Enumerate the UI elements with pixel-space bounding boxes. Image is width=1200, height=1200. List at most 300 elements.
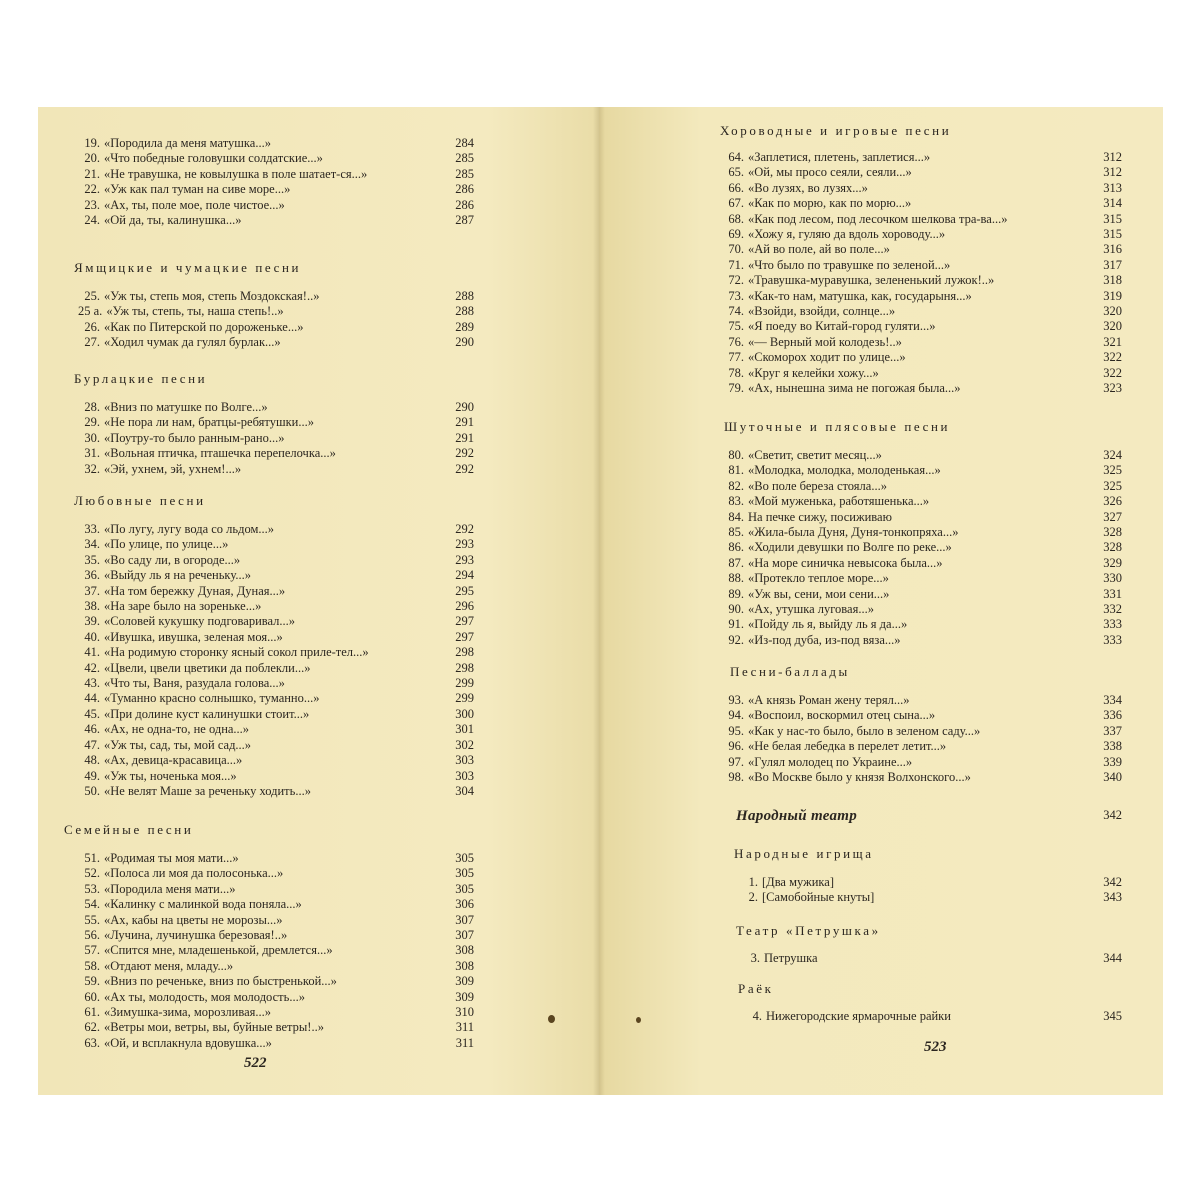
entry-page: 305 — [455, 851, 474, 865]
toc-entry — [78, 415, 478, 430]
entry-title: «Ходил чумак да гулял бурлак...» — [104, 335, 281, 350]
section-title: Народные игрища — [734, 846, 874, 861]
entry-number: 51. — [84, 851, 100, 865]
entry-page: 336 — [1103, 708, 1122, 723]
entry-number: 59. — [84, 974, 100, 989]
entry-number: 56. — [84, 928, 100, 943]
entry-number: 52. — [84, 866, 100, 881]
entry-title: «На море синичка невысока была...» — [748, 555, 943, 570]
entry-number: 58. — [84, 958, 100, 973]
entry-number: 64. — [728, 150, 744, 164]
toc-entries — [736, 875, 1126, 906]
entry-title: Петрушка — [764, 951, 818, 965]
entry-number: 1. — [748, 875, 758, 889]
entry-title: «Не пора ли нам, братцы-ребятушки...» — [104, 415, 314, 430]
toc-entry — [78, 198, 478, 213]
entry-page: 293 — [455, 537, 474, 552]
entry-number: 45. — [84, 706, 100, 721]
entry-title: «При долине куст калинушки стоит...» — [104, 706, 310, 721]
entry-page: 307 — [455, 912, 474, 927]
entry-title: «Цвели, цвели цветики да поблекли...» — [104, 660, 311, 675]
entry-title: «Ой, мы просо сеяли, сеяли...» — [748, 165, 912, 180]
toc-entry — [78, 866, 478, 881]
entry-page: 344 — [1103, 951, 1122, 965]
entry-number: 22. — [84, 182, 100, 197]
toc-entry — [722, 510, 1126, 525]
entry-page: 318 — [1103, 273, 1122, 288]
toc-entry — [78, 661, 478, 676]
toc-entries — [78, 522, 478, 799]
entry-page: 291 — [455, 415, 474, 430]
entry-page: 338 — [1103, 739, 1122, 754]
entry-title: «Что было по травушке по зеленой...» — [748, 257, 951, 272]
toc-entry — [78, 320, 478, 335]
toc-entry — [78, 784, 478, 799]
entry-page: 319 — [1103, 288, 1122, 303]
entry-number: 19. — [84, 136, 100, 150]
toc-entry — [78, 553, 478, 568]
entry-page: 327 — [1103, 509, 1122, 524]
toc-entry — [722, 602, 1126, 617]
toc-entry — [722, 708, 1126, 723]
entry-title: «Заплетися, плетень, заплетися...» — [748, 150, 931, 164]
entry-number: 85. — [728, 525, 744, 540]
toc-entry — [78, 213, 478, 228]
entry-title: «Пойду ль я, выйду ль я да...» — [748, 617, 908, 632]
entry-title: «Гулял молодец по Украине...» — [748, 754, 913, 769]
entry-page: 292 — [455, 461, 474, 476]
entry-page: 286 — [455, 197, 474, 212]
entry-page: 332 — [1103, 602, 1122, 617]
toc-section — [78, 136, 478, 228]
entry-title: «Не белая лебедка в перелет летит...» — [748, 739, 947, 754]
entry-title: «Уж ты, сад, ты, мой сад...» — [104, 737, 252, 752]
entry-title: «Ай во поле, ай во поле...» — [748, 242, 890, 257]
entry-number: 21. — [84, 166, 100, 181]
entry-title: На печке сижу, посиживаю — [748, 509, 892, 524]
entry-page: 290 — [455, 335, 474, 350]
entry-page: 320 — [1103, 319, 1122, 334]
entry-number: 75. — [728, 319, 744, 334]
toc-entry — [736, 875, 1126, 890]
entry-number: 67. — [728, 196, 744, 211]
entry-page: 326 — [1103, 494, 1122, 509]
toc-entry — [722, 633, 1126, 648]
entry-page: 292 — [455, 522, 474, 536]
toc-entry — [722, 212, 1126, 227]
toc-entry — [722, 739, 1126, 754]
entry-page: 311 — [455, 1020, 474, 1035]
entry-title: [Самобойные кнуты] — [762, 890, 875, 905]
entry-page: 302 — [455, 737, 474, 752]
entry-page: 296 — [455, 599, 474, 614]
entry-title: «Ах, девица-красавица...» — [104, 753, 243, 768]
section-title: Хороводные и игровые песни — [720, 123, 952, 138]
entry-number: 23. — [84, 197, 100, 212]
toc-entries — [78, 289, 478, 351]
entry-title: «По лугу, лугу вода со льдом...» — [104, 522, 275, 536]
toc-entry — [78, 691, 478, 706]
entry-page: 323 — [1103, 381, 1122, 396]
toc-entry — [78, 289, 478, 304]
toc-entry — [722, 525, 1126, 540]
entry-page: 337 — [1103, 723, 1122, 738]
entry-number: 84. — [728, 509, 744, 524]
entry-page: 315 — [1103, 211, 1122, 226]
toc-section — [722, 846, 1126, 906]
entry-title: «Ветры мои, ветры, вы, буйные ветры!..» — [104, 1020, 324, 1035]
toc-entry — [78, 599, 478, 614]
entry-number: 4. — [752, 1009, 762, 1023]
entry-title: «А князь Роман жену терял...» — [748, 693, 910, 707]
entry-title: «Воспоил, воскормил отец сына...» — [748, 708, 936, 723]
toc-entry — [78, 335, 478, 350]
entry-page: 312 — [1103, 150, 1122, 164]
entry-title: «Уж вы, сени, мои сени...» — [748, 586, 890, 601]
entry-page: 291 — [455, 430, 474, 445]
entry-page: 343 — [1103, 890, 1122, 905]
toc-entry — [78, 400, 478, 415]
entry-number: 47. — [84, 737, 100, 752]
entry-number: 25. — [84, 289, 100, 303]
entry-title: «Круг я келейки хожу...» — [748, 365, 879, 380]
entry-title: «Жила-была Дуня, Дуня-тонкопряха...» — [748, 525, 959, 540]
entry-number: 78. — [728, 365, 744, 380]
entry-page: 289 — [455, 319, 474, 334]
entry-title: «По улице, по улице...» — [104, 537, 229, 552]
entry-page: 288 — [455, 304, 474, 319]
toc-entry — [78, 990, 478, 1005]
entry-number: 68. — [728, 211, 744, 226]
toc-entry — [722, 479, 1126, 494]
entry-number: 34. — [84, 537, 100, 552]
entry-title: «Вольная птичка, пташечка перепелочка...» — [104, 446, 336, 461]
entry-title: «Как-то нам, матушка, как, государыня...» — [748, 288, 972, 303]
entry-title: «Как под лесом, под лесочком шелкова тра-ва...» — [748, 211, 1008, 226]
toc-entry — [722, 181, 1126, 196]
entry-page: 328 — [1103, 540, 1122, 555]
entry-page: 311 — [455, 1035, 474, 1050]
entry-page: 287 — [455, 213, 474, 228]
toc-entry — [78, 769, 478, 784]
entry-number: 39. — [84, 614, 100, 629]
entry-number: 50. — [84, 783, 100, 798]
toc-entry — [722, 770, 1126, 785]
entry-page: 333 — [1103, 617, 1122, 632]
entry-page: 308 — [455, 958, 474, 973]
entry-page: 329 — [1103, 555, 1122, 570]
entry-number: 27. — [84, 335, 100, 350]
entry-number: 97. — [728, 754, 744, 769]
toc-section — [722, 419, 1126, 648]
toc-entry — [722, 617, 1126, 632]
entry-number: 76. — [728, 334, 744, 349]
entry-title: «Не травушка, не ковылушка в поле шатает-ся...» — [104, 166, 368, 181]
toc-entry — [78, 462, 478, 477]
entry-number: 38. — [84, 599, 100, 614]
entry-number: 95. — [728, 723, 744, 738]
entry-title: «— Верный мой колодезь!..» — [748, 334, 902, 349]
entry-page: 303 — [455, 753, 474, 768]
toc-entry — [722, 556, 1126, 571]
entry-title: «Полоса ли моя да полосонька...» — [104, 866, 284, 881]
toc-entry — [722, 366, 1126, 381]
toc-entry — [78, 584, 478, 599]
toc-entry — [78, 897, 478, 912]
toc-section — [64, 822, 478, 1051]
section-title: Бурлацкие песни — [74, 371, 208, 386]
toc-section — [722, 123, 1126, 397]
toc-entry — [78, 959, 478, 974]
entry-number: 98. — [728, 770, 744, 785]
toc-entry — [722, 335, 1126, 350]
entry-title: «Ивушка, ивушка, зеленая моя...» — [104, 629, 283, 644]
toc-entry — [78, 182, 478, 197]
entry-number: 37. — [84, 583, 100, 598]
entry-page: 303 — [455, 768, 474, 783]
entry-page: 295 — [455, 583, 474, 598]
toc-section — [722, 981, 1126, 1024]
entry-number: 25 а. — [78, 304, 103, 319]
section-title: Театр «Петрушка» — [736, 923, 881, 938]
section-title: Семейные песни — [64, 822, 194, 837]
entry-page: 322 — [1103, 365, 1122, 380]
toc-entry — [722, 196, 1126, 211]
entry-page: 284 — [455, 136, 474, 150]
entry-page: 325 — [1103, 463, 1122, 478]
entry-number: 73. — [728, 288, 744, 303]
entry-title: «Не велят Маше за реченьку ходить...» — [104, 783, 311, 798]
entry-title: «Взойди, взойди, солнце...» — [748, 304, 896, 319]
entry-number: 55. — [84, 912, 100, 927]
entry-page: 313 — [1103, 180, 1122, 195]
entry-page: 308 — [455, 943, 474, 958]
entry-number: 46. — [84, 722, 100, 737]
entry-number: 87. — [728, 555, 744, 570]
entry-title: «Родимая ты моя мати...» — [104, 851, 239, 865]
entry-number: 2. — [748, 890, 758, 905]
toc-entry — [722, 165, 1126, 180]
toc-entry — [78, 707, 478, 722]
entry-page: 288 — [455, 289, 474, 303]
entry-number: 42. — [84, 660, 100, 675]
toc-entries — [722, 693, 1126, 785]
entry-number: 69. — [728, 227, 744, 242]
entry-title: «Ах, ты, поле мое, поле чистое...» — [104, 197, 285, 212]
entry-title: «На заре было на зореньке...» — [104, 599, 262, 614]
entry-title: «Хожу я, гуляю да вдоль хороводу...» — [748, 227, 946, 242]
entry-page: 314 — [1103, 196, 1122, 211]
toc-entry — [722, 304, 1126, 319]
entry-page: 333 — [1103, 632, 1122, 647]
entry-page: 310 — [455, 1005, 474, 1020]
entry-title: «Уж ты, степь, ты, наша степь!..» — [106, 304, 284, 319]
toc-section — [722, 664, 1126, 785]
entry-page: 315 — [1103, 227, 1122, 242]
toc-entry — [78, 167, 478, 182]
entry-title: «Светит, светит месяц...» — [748, 448, 882, 462]
entry-number: 71. — [728, 257, 744, 272]
entry-number: 91. — [728, 617, 744, 632]
entry-page: 305 — [455, 881, 474, 896]
entry-title: «Во саду ли, в огороде...» — [104, 552, 241, 567]
entry-page: 324 — [1103, 448, 1122, 462]
toc-entry — [722, 463, 1126, 478]
entry-page: 321 — [1103, 334, 1122, 349]
entry-page: 339 — [1103, 754, 1122, 769]
entry-title: «Уж как пал туман на сиве море...» — [104, 182, 291, 197]
toc-entries — [78, 136, 478, 228]
toc-entry — [78, 630, 478, 645]
entry-page: 342 — [1103, 875, 1122, 889]
entry-number: 33. — [84, 522, 100, 536]
entry-title: «Уж ты, ноченька моя...» — [104, 768, 237, 783]
entry-page: 340 — [1103, 770, 1122, 785]
entry-number: 86. — [728, 540, 744, 555]
toc-entry — [78, 1036, 478, 1051]
entry-number: 49. — [84, 768, 100, 783]
entry-page: 299 — [455, 691, 474, 706]
entry-number: 96. — [728, 739, 744, 754]
entry-number: 83. — [728, 494, 744, 509]
entry-number: 24. — [84, 213, 100, 228]
entry-title: «На родимую сторонку ясный сокол приле-тел...» — [104, 645, 369, 660]
entry-title: «Породила да меня матушка...» — [104, 136, 271, 150]
section-title: Любовные песни — [74, 493, 206, 508]
entry-title: «На том бережку Дуная, Дуная...» — [104, 583, 286, 598]
book-gutter — [593, 107, 605, 1095]
entry-title: «Вниз по реченьке, вниз по быстренькой...» — [104, 974, 337, 989]
toc-entries — [78, 851, 478, 1051]
entry-title: «Уж ты, степь моя, степь Моздокская!..» — [104, 289, 320, 303]
entry-page: 297 — [455, 614, 474, 629]
entry-number: 48. — [84, 753, 100, 768]
entry-page: 286 — [455, 182, 474, 197]
entry-number: 40. — [84, 629, 100, 644]
entry-number: 41. — [84, 645, 100, 660]
entry-number: 43. — [84, 676, 100, 691]
entry-title: «Вниз по матушке по Волге...» — [104, 400, 268, 414]
entry-title: «Как по морю, как по морю...» — [748, 196, 912, 211]
entry-title: «Ах ты, молодость, моя молодость...» — [104, 989, 305, 1004]
entry-title: «Мой муженька, работяшенька...» — [748, 494, 930, 509]
entry-number: 81. — [728, 463, 744, 478]
toc-entry — [78, 676, 478, 691]
entry-title: «Что ты, Ваня, разудала голова...» — [104, 676, 285, 691]
entry-title: «Зимушка-зима, морозливая...» — [104, 1005, 272, 1020]
toc-entry — [722, 755, 1126, 770]
entry-page: 307 — [455, 928, 474, 943]
toc-entry — [78, 913, 478, 928]
entry-title: «Травушка-муравушка, зелененький лужок!..» — [748, 273, 995, 288]
section-page: 342 — [1103, 808, 1122, 822]
entry-page: 334 — [1103, 693, 1122, 707]
entry-page: 298 — [455, 660, 474, 675]
toc-entry — [78, 568, 478, 583]
entry-number: 74. — [728, 304, 744, 319]
toc-entry — [78, 151, 478, 166]
entry-page: 325 — [1103, 478, 1122, 493]
entry-title: «Ах, не одна-то, не одна...» — [104, 722, 250, 737]
entry-title: «Поутру-то было ранным-рано...» — [104, 430, 285, 445]
toc-entry — [78, 522, 478, 537]
entry-page: 316 — [1103, 242, 1122, 257]
entry-title: «Ах, кабы на цветы не морозы...» — [104, 912, 283, 927]
section-title: Шуточные и плясовые песни — [724, 419, 951, 434]
entry-title: «Эй, ухнем, эй, ухнем!...» — [104, 461, 242, 476]
entry-page: 306 — [455, 897, 474, 912]
toc-entry — [722, 350, 1126, 365]
entry-page: 345 — [1103, 1009, 1122, 1023]
entry-page: 304 — [455, 783, 474, 798]
toc-entry — [740, 1009, 1126, 1024]
entry-title: «Соловей кукушку подговаривал...» — [104, 614, 296, 629]
toc-section — [722, 807, 1126, 825]
entry-number: 89. — [728, 586, 744, 601]
entry-title: «Ходили девушки по Волге по реке...» — [748, 540, 952, 555]
entry-title: «Во лузях, во лузях...» — [748, 180, 868, 195]
entry-number: 44. — [84, 691, 100, 706]
page-number: 523 — [924, 1039, 947, 1055]
entry-number: 3. — [750, 951, 760, 965]
toc-entries — [78, 400, 478, 477]
entry-number: 60. — [84, 989, 100, 1004]
entry-title: «Скоморох ходит по улице...» — [748, 350, 906, 365]
entry-page: 309 — [455, 974, 474, 989]
toc-section — [74, 260, 478, 351]
entry-number: 26. — [84, 319, 100, 334]
entry-title: Нижегородские ярмарочные райки — [766, 1009, 951, 1023]
toc-entry — [78, 537, 478, 552]
toc-entry — [78, 1020, 478, 1035]
entry-number: 62. — [84, 1020, 100, 1035]
toc-entry — [78, 645, 478, 660]
toc-entry — [78, 882, 478, 897]
entry-page: 292 — [455, 446, 474, 461]
toc-entry — [78, 1005, 478, 1020]
toc-entry — [78, 753, 478, 768]
entry-page: 305 — [455, 866, 474, 881]
entry-number: 63. — [84, 1035, 100, 1050]
toc-entries — [740, 1009, 1126, 1024]
entry-title: «Как по Питерской по дороженьке...» — [104, 319, 304, 334]
toc-entries — [722, 448, 1126, 648]
entry-number: 54. — [84, 897, 100, 912]
toc-section — [74, 371, 478, 477]
entry-page: 331 — [1103, 586, 1122, 601]
entry-number: 35. — [84, 552, 100, 567]
toc-entry — [78, 446, 478, 461]
toc-entry — [722, 448, 1126, 463]
toc-entry — [78, 851, 478, 866]
entry-page: 299 — [455, 676, 474, 691]
toc-entry — [78, 431, 478, 446]
entry-title: «Как у нас-то было, было в зеленом саду...» — [748, 723, 981, 738]
entry-number: 80. — [728, 448, 744, 462]
toc-entries — [722, 150, 1126, 397]
entry-page: 317 — [1103, 257, 1122, 272]
entry-title: «Я поеду во Китай-город гуляти...» — [748, 319, 936, 334]
section-title: Раёк — [738, 981, 774, 996]
toc-entry — [738, 951, 1126, 966]
entry-title: «Лучина, лучинушка березовая!..» — [104, 928, 288, 943]
toc-entry — [78, 928, 478, 943]
entry-number: 57. — [84, 943, 100, 958]
toc-entry — [78, 943, 478, 958]
entry-number: 88. — [728, 571, 744, 586]
entry-number: 66. — [728, 180, 744, 195]
entry-number: 72. — [728, 273, 744, 288]
